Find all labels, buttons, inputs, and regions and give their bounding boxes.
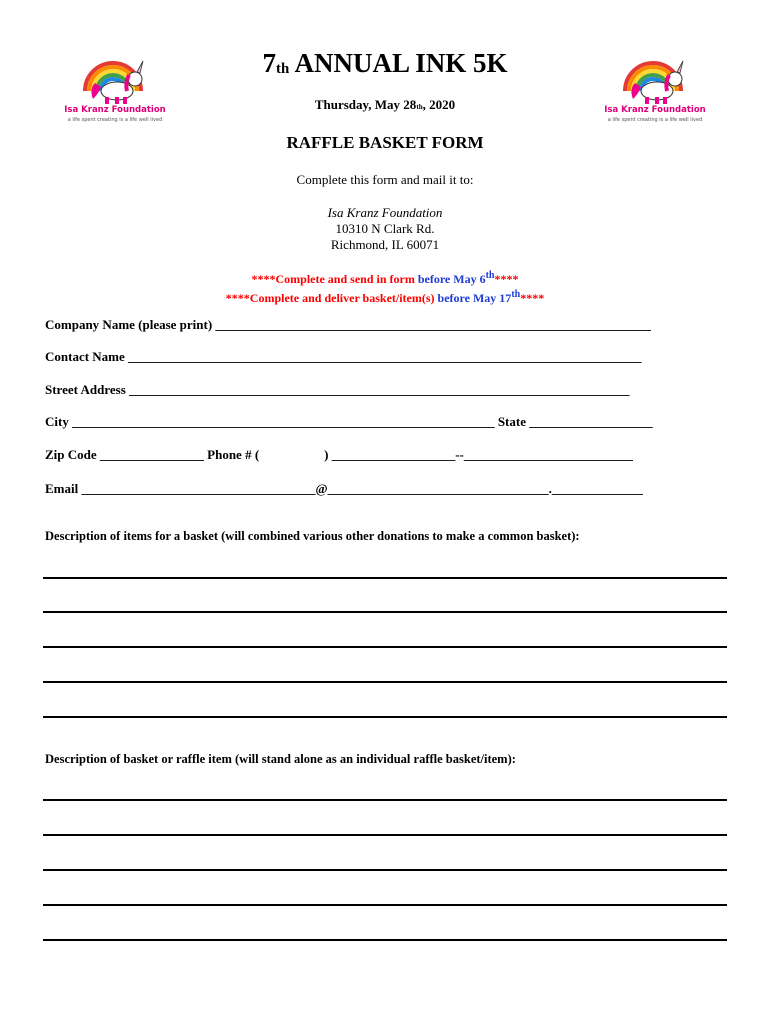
address-street: 10310 N Clark Rd. <box>335 221 435 236</box>
title-suffix: th <box>276 60 290 77</box>
event-date <box>0 97 770 113</box>
date-suffix: th <box>416 103 423 112</box>
writing-line[interactable] <box>43 716 727 718</box>
contact-name-field[interactable]: Contact Name _______________________________________________________________________________ <box>45 349 642 364</box>
company-name-field[interactable]: Company Name (please print) ___________________________________________________________________ <box>45 317 651 332</box>
writing-line[interactable] <box>43 834 727 836</box>
address-city: Richmond, IL 60071 <box>330 237 440 252</box>
section-combined-basket: Description of items for a basket (will combined various other donations to make a common basket): <box>45 529 580 543</box>
form-title: RAFFLE BASKET FORM <box>286 133 484 152</box>
deadline-basket-suffix: th <box>511 289 521 300</box>
email-field[interactable]: Email ____________________________________@__________________________________.______________ <box>45 481 643 496</box>
deadline-basket-end: **** <box>520 291 545 305</box>
writing-line[interactable] <box>43 799 727 801</box>
logo-name: Isa Kranz Foundation <box>604 105 706 115</box>
writing-line[interactable] <box>43 869 727 871</box>
zip-phone-field[interactable]: Zip Code ________________ Phone # ( ) ___________________--__________________________ <box>45 447 633 462</box>
deadline-basket-text: ****Complete and deliver basket/item(s) <box>225 291 438 305</box>
title-number: 7 <box>262 48 276 78</box>
event-title <box>0 48 770 79</box>
deadline-basket-date: before May 17 <box>437 291 512 305</box>
mailing-address <box>0 205 770 253</box>
title-text: ANNUAL INK 5K <box>289 48 508 78</box>
street-address-field[interactable]: Street Address _____________________________________________________________________________ <box>45 382 630 397</box>
city-state-field[interactable]: City _________________________________________________________________ State ___________________ <box>45 414 653 429</box>
logo-name: Isa Kranz Foundation <box>64 105 166 115</box>
deadline-basket <box>0 287 770 306</box>
date-text: Thursday, May 28 <box>314 97 417 112</box>
address-org: Isa Kranz Foundation <box>327 205 443 220</box>
writing-line[interactable] <box>43 904 727 906</box>
deadlines <box>0 268 770 306</box>
writing-line[interactable] <box>43 939 727 941</box>
date-year: , 2020 <box>422 97 456 112</box>
deadline-form-text: ****Complete and send in form <box>251 272 418 286</box>
writing-line[interactable] <box>43 646 727 648</box>
deadline-form-suffix: th <box>485 270 495 281</box>
writing-line[interactable] <box>43 577 727 579</box>
mail-instruction: Complete this form and mail it to: <box>296 172 474 187</box>
writing-line[interactable] <box>43 611 727 613</box>
deadline-form-end: **** <box>494 272 519 286</box>
logo-tagline: a life spent creating is a life well lived <box>607 117 703 123</box>
deadline-form-date: before May 6 <box>417 272 486 286</box>
section-standalone-basket: Description of basket or raffle item (will stand alone as an individual raffle basket/item): <box>45 752 516 766</box>
deadline-form <box>0 268 770 287</box>
logo-tagline: a life spent creating is a life well lived <box>67 117 163 123</box>
writing-line[interactable] <box>43 681 727 683</box>
